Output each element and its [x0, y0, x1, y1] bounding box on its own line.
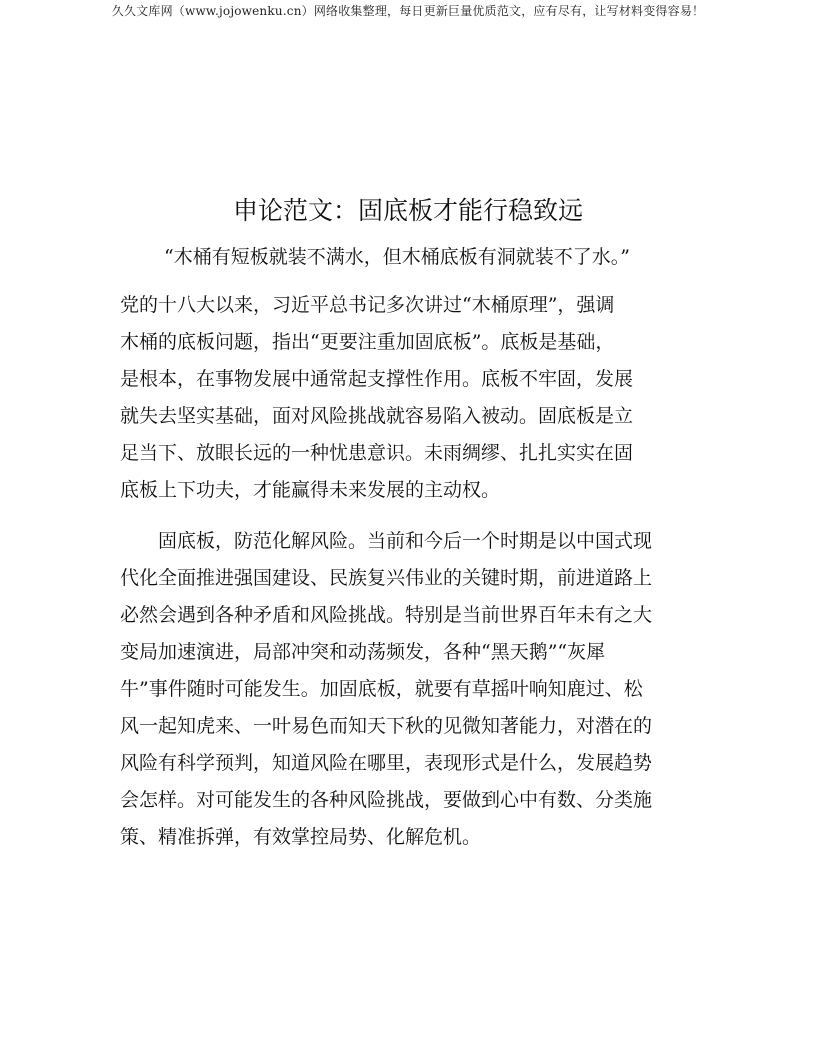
header-banner: 久久文库网（www.jojowenku.cn）网络收集整理，每日更新巨量优质范文，应有尽有，让写材料变得容易！	[111, 4, 705, 18]
paragraph-line: 代化全面推进强国建设、民族复兴伟业的关键时期，前进道路上	[120, 567, 653, 589]
paragraph-line: 变局加速演进，局部冲突和动荡频发，各种“黑天鹅”“灰犀	[120, 641, 606, 663]
paragraph-line: 足当下、放眼长远的一种忧患意识。未雨绸缪、扎扎实实在固	[120, 442, 634, 464]
paragraph-line: 底板上下功夫，才能赢得未来发展的主动权。	[120, 479, 501, 501]
paragraph-line: 党的十八大以来，习近平总书记多次讲过“木桶原理”，强调	[120, 294, 615, 316]
paragraph-line: 风险有科学预判，知道风险在哪里，表现形式是什么，发展趋势	[120, 752, 653, 774]
paragraph-line: 牛”事件随时可能发生。加固底板，就要有草摇叶响知鹿过、松	[120, 678, 643, 700]
paragraph-line: 风一起知虎来、一叶易色而知天下秋的见微知著能力，对潜在的	[120, 715, 653, 737]
document-quote: “木桶有短板就装不满水，但木桶底板有洞就装不了水。”	[164, 246, 630, 268]
paragraph-line: 策、精准拆弹，有效掌控局势、化解危机。	[120, 826, 482, 848]
document-title: 申论范文：固底板才能行稳致远	[232, 196, 583, 225]
paragraph-line: 固底板，防范化解风险。当前和今后一个时期是以中国式现	[120, 530, 653, 552]
paragraph-line: 是根本，在事物发展中通常起支撑性作用。底板不牢固，发展	[120, 368, 634, 390]
paragraph-line: 必然会遇到各种矛盾和风险挑战。特别是当前世界百年未有之大	[120, 604, 653, 626]
paragraph-line: 木桶的底板问题，指出“更要注重加固底板”。底板是基础，	[120, 331, 615, 353]
paragraph-2	[120, 523, 710, 856]
paragraph-line: 就失去坚实基础，面对风险挑战就容易陷入被动。固底板是立	[120, 405, 634, 427]
paragraph-1	[120, 287, 710, 509]
paragraph-line: 会怎样。对可能发生的各种风险挑战，要做到心中有数、分类施	[120, 789, 653, 811]
